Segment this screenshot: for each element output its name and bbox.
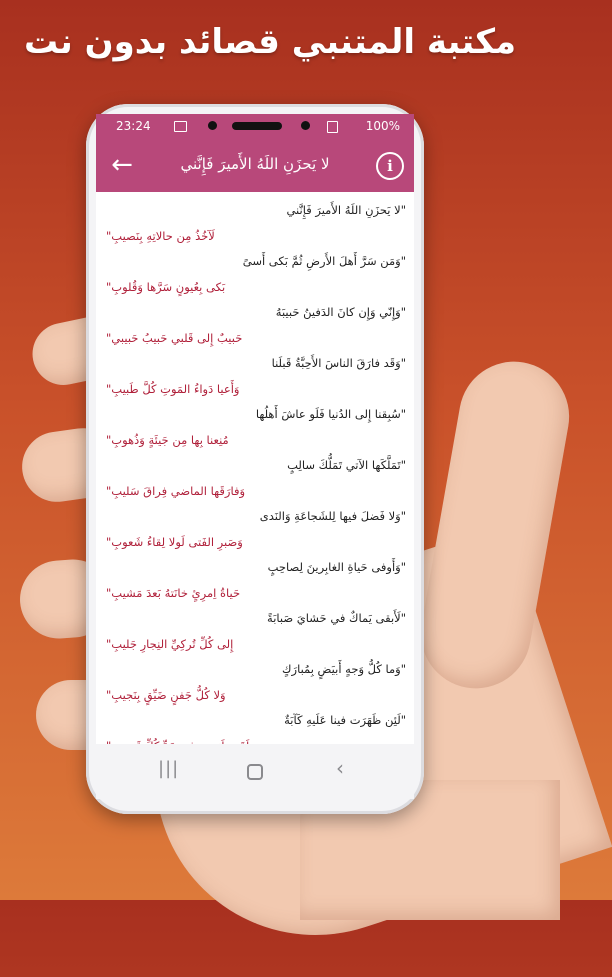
home-icon[interactable] [247, 764, 263, 780]
verse-line [96, 306, 414, 318]
verse-text: حَياةُ اِمرِئٍ خانَتهُ بَعدَ مَشيبِ" [106, 585, 241, 600]
verse-line [96, 332, 414, 344]
nav-back-icon[interactable]: ‹ [336, 756, 344, 780]
verse-line [96, 281, 414, 293]
verse-text: "لا يَحزَنِ اللَهُ الأَميرَ فَإِنَّني [286, 203, 406, 217]
system-nav-bar [96, 744, 414, 799]
verse-line [96, 255, 414, 267]
verse-text: "لَئِن ظَهَرَت فينا عَلَيهِ كَآبَةٌ [284, 713, 406, 727]
verse-line [96, 689, 414, 701]
camera-icon [208, 121, 217, 130]
verse-line [96, 714, 414, 726]
verse-text: "وَقَد فارَقَ الناسَ الأَحِبَّةُ قَبلَنا [271, 356, 406, 370]
verse-text: حَبيبٌ إِلى قَلبي حَبيبُ حَبيبي" [106, 330, 243, 345]
verse-text: "وَأَوفى حَياةِ الغابِرينَ لِصاحِبٍ [267, 560, 406, 574]
verse-line [96, 383, 414, 395]
verse-text: وَصَبرِ الفَتى لَولا لِقاءُ شَعوبِ" [106, 534, 243, 549]
verse-line [96, 434, 414, 446]
verse-text: مُنِعنا بِها مِن جَيئَةٍ وَذُهوبِ" [106, 432, 229, 447]
app-bar [96, 140, 414, 192]
verse-line [96, 230, 414, 242]
verse-text: وَلا كُلُّ جَفنٍ ضَيِّقٍ بِنَجيبِ" [106, 687, 226, 702]
verse-line [96, 204, 414, 216]
phone-screen [96, 114, 414, 744]
battery-level: 100% [365, 119, 400, 133]
verse-line [96, 510, 414, 522]
verse-line [96, 663, 414, 675]
verse-text: "وَمَن سَرَّ أَهلَ الأَرضِ ثُمَّ بَكى أَسىً [242, 254, 406, 268]
recents-icon[interactable]: ||| [158, 758, 180, 779]
sensor-icon [301, 121, 310, 130]
hand-thumb-illustration [412, 353, 578, 697]
verse-text: "وَإِنّي وَإِن كانَ الدَفينُ حَبيبَهُ [275, 305, 406, 319]
verse-text: إِلى كُلِّ تُركِيِّ النِجارِ جَليبِ" [106, 636, 234, 651]
image-notification-icon [174, 121, 187, 132]
back-button[interactable] [106, 150, 138, 182]
status-bar [96, 114, 414, 140]
verse-line [96, 408, 414, 420]
verse-text: "تَمَلَّكَها الآتي تَمَلُّكَ سالِبٍ [287, 458, 406, 472]
poem-content[interactable] [96, 192, 414, 744]
phone-frame [86, 104, 424, 814]
verse-line [96, 638, 414, 650]
verse-text: "وَلا فَضلَ فيها لِلشَجاعَةِ وَالنَدى [259, 509, 406, 523]
verse-line [96, 459, 414, 471]
verse-text: لَآخُذُ مِن حالاتِهِ بِنَصيبِ" [106, 228, 215, 243]
verse-line [96, 536, 414, 548]
verse-line [96, 561, 414, 573]
sim-icon [327, 121, 338, 133]
verse-text: "لَأَبقى يَماكٌ في حَشايَ صَبابَةً [267, 611, 406, 625]
verse-text: "وَما كُلُّ وَجهٍ أَبيَضٍ بِمُبارَكٍ [282, 662, 406, 676]
arrow-back-icon: ← [111, 150, 133, 180]
info-button[interactable] [376, 152, 404, 180]
verse-line [96, 587, 414, 599]
promo-title: مكتبة المتنبي قصائد بدون نت [23, 22, 517, 62]
speaker-notch [232, 122, 282, 130]
verse-line [96, 357, 414, 369]
verse-text: وَفارَقَها الماضي فِراقَ سَليبِ" [106, 483, 246, 498]
poem-title: لا يَحزَنِ اللَهُ الأَميرَ فَإِنَّني [180, 155, 330, 173]
verse-line [96, 485, 414, 497]
verse-text: بَكى بِعُيونٍ سَرَّها وَقُلوبِ" [106, 279, 226, 294]
verse-text: "سُبِقنا إِلى الدُنيا فَلَو عاشَ أَهلُها [255, 407, 406, 421]
status-time: 23:24 [116, 119, 151, 133]
verse-text: وَأَعيا دَواءُ المَوتِ كُلَّ طَبيبِ" [106, 381, 240, 396]
verse-line [96, 612, 414, 624]
info-icon: i [387, 157, 393, 175]
